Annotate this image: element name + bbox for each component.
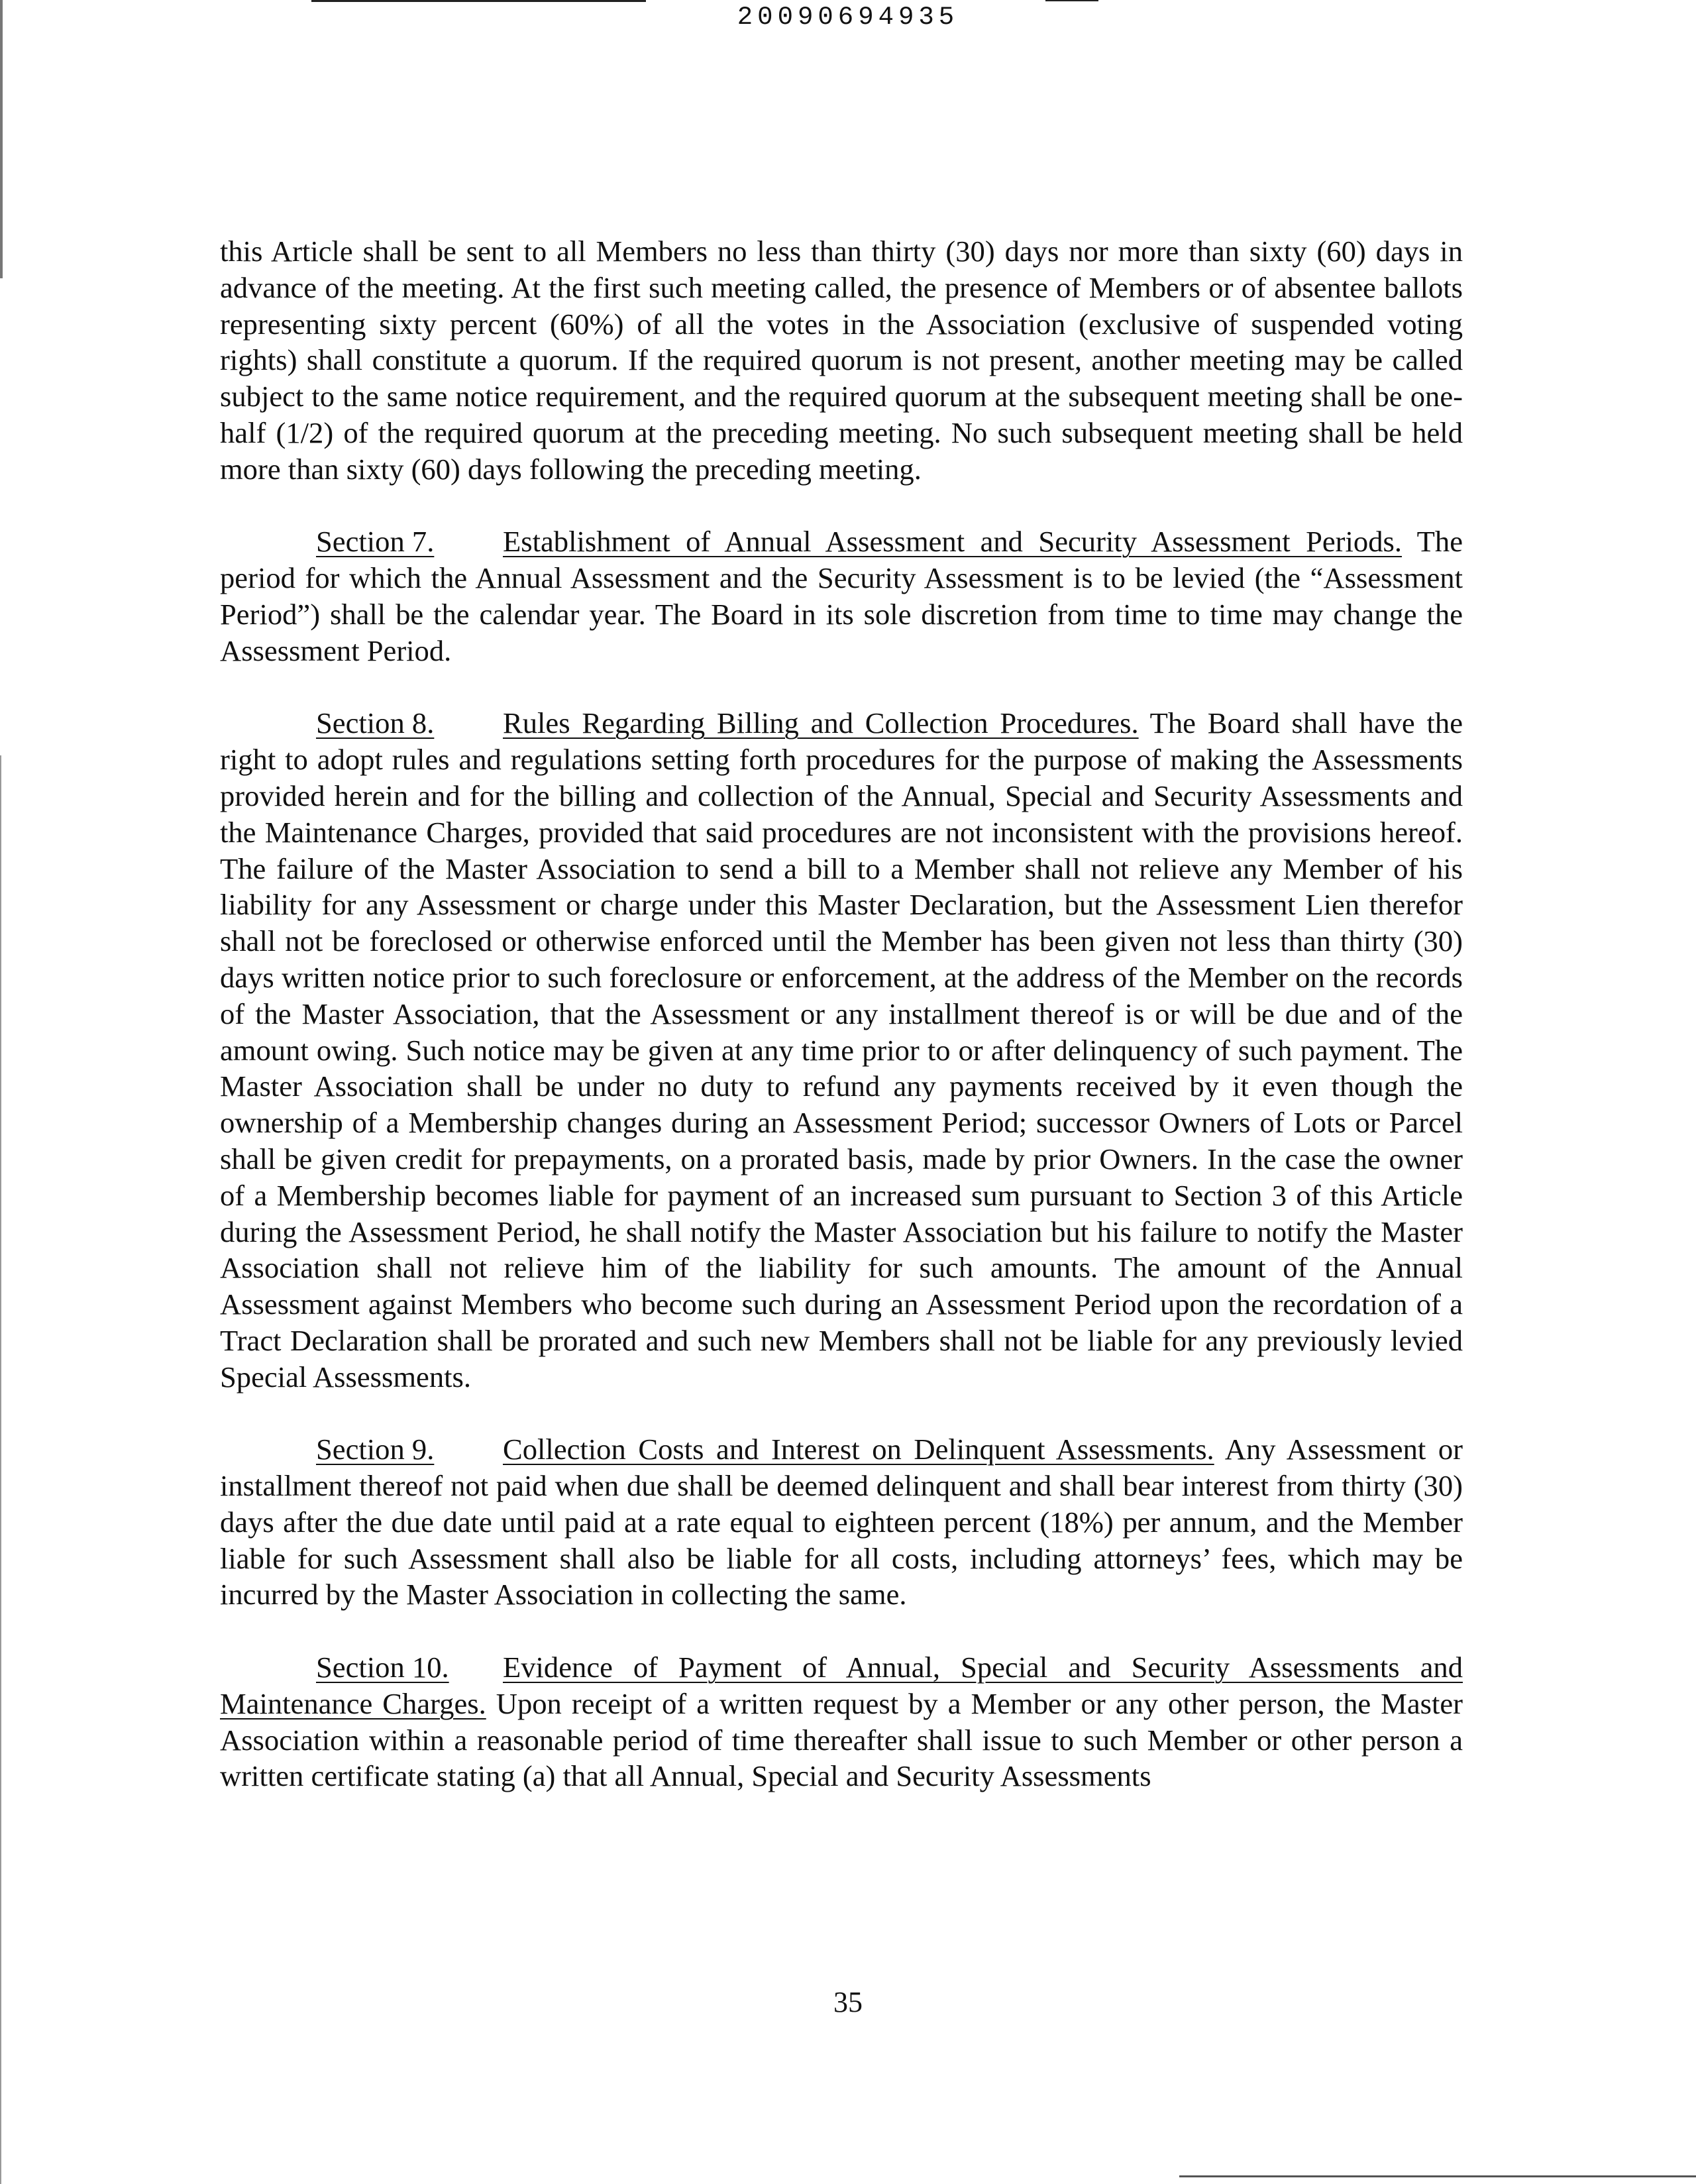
section-title: Evidence of Payment of Annual, Special and Security Assessments and Maintenance Charges. [220,1651,1463,1720]
paragraph-text: this Article shall be sent to all Members no less than thirty (30) days nor more than sixty (60) days in advance of the meeting. At the first such meeting called, the presence of Members or of absentee ballots representing sixty percent (60%) of all the votes in the Association (exclusive of suspended voting rights) shall constitute a quorum. If the required quorum is not present, another meeting may be called subject to the same notice requirement, and the required quorum at the subsequent meeting shall be one-half (1/2) of the required quorum at the preceding meeting. No such subsequent meeting shall be held more than sixty (60) days following the preceding meeting. [220,235,1463,486]
section-title: Establishment of Annual Assessment and Security Assessment Periods. [503,525,1402,559]
scan-artifact-line [311,0,646,2]
section-number: Section 9. [316,1433,435,1466]
scan-edge [0,755,1,2184]
document-number: 20090694935 [737,3,959,32]
paragraph-continuation [220,233,1463,488]
section-9 [220,1431,1463,1613]
section-number: Section 10. [316,1651,449,1684]
scan-edge [0,0,3,278]
section-8 [220,705,1463,1395]
scan-artifact-line [1045,0,1098,1]
section-text: Any Assessment or installment thereof not paid when due shall be deemed delinquent and shall bear interest from thirty (30) days after the due date until paid at a rate equal to eighteen percent (18%) per annum, and the Member liable for such Assessment shall also be liable for all costs, including attorneys’ fees, which may be incurred by the Master Association in collecting the same. [220,1433,1463,1611]
section-title: Collection Costs and Interest on Delinquent Assessments. [503,1433,1214,1466]
section-text: Upon receipt of a written request by a Member or any other person, the Master Association within a reasonable period of time thereafter shall issue to such Member or other person a written certificate stating (a) that all Annual, Special and Security Assessments [220,1686,1463,1793]
section-7 [220,523,1463,669]
section-number: Section 8. [316,706,435,740]
page-number: 35 [833,1986,863,2018]
section-title: Rules Regarding Billing and Collection Procedures. [503,706,1139,740]
section-number: Section 7. [316,525,435,559]
section-10 [220,1649,1463,1794]
section-text: The Board shall have the right to adopt rules and regulations setting forth procedures for the purpose of making the Assessments provided herein and for the billing and collection of the Annual, Special and Security Assessments and the Maintenance Charges, provided that said procedures are not inconsistent with the provisions hereof. The failure of the Master Association to send a bill to a Member shall not relieve any Member of his liability for any Assessment or charge under this Master Declaration, but the Assessment Lien therefor shall not be foreclosed or otherwise enforced until the Member has been given not less than thirty (30) days written notice prior to such foreclosure or enforcement, at the address of the Member on the records of the Master Association, that the Assessment or any installment thereof is or will be due and of the amount owing. Such notice may be given at any time prior to or after delinquency of such payment. The Master Association shall be under no duty to refund any payments received by it even though the ownership of a Membership changes during an Assessment Period; successor Owners of Lots or Parcel shall be given credit for prepayments, on a prorated basis, made by prior Owners. In the case the owner of a Membership becomes liable for payment of an increased sum pursuant to Section 3 of this Article during the Assessment Period, he shall notify the Master Association but his failure to notify the Master Association shall not relieve him of the liability for such amounts. The amount of the Annual Assessment against Members who become such during an Assessment Period upon the recordation of a Tract Declaration shall be prorated and such new Members shall not be liable for any previously levied Special Assessments. [220,706,1463,1393]
section-text: The period for which the Annual Assessment and the Security Assessment is to be levied (the “Assessment Period”) shall be the calendar year. The Board in its sole discretion from time to time may change the Assessment Period. [220,525,1463,667]
scan-artifact-line [1179,2175,1696,2177]
document-body [220,233,1463,1831]
